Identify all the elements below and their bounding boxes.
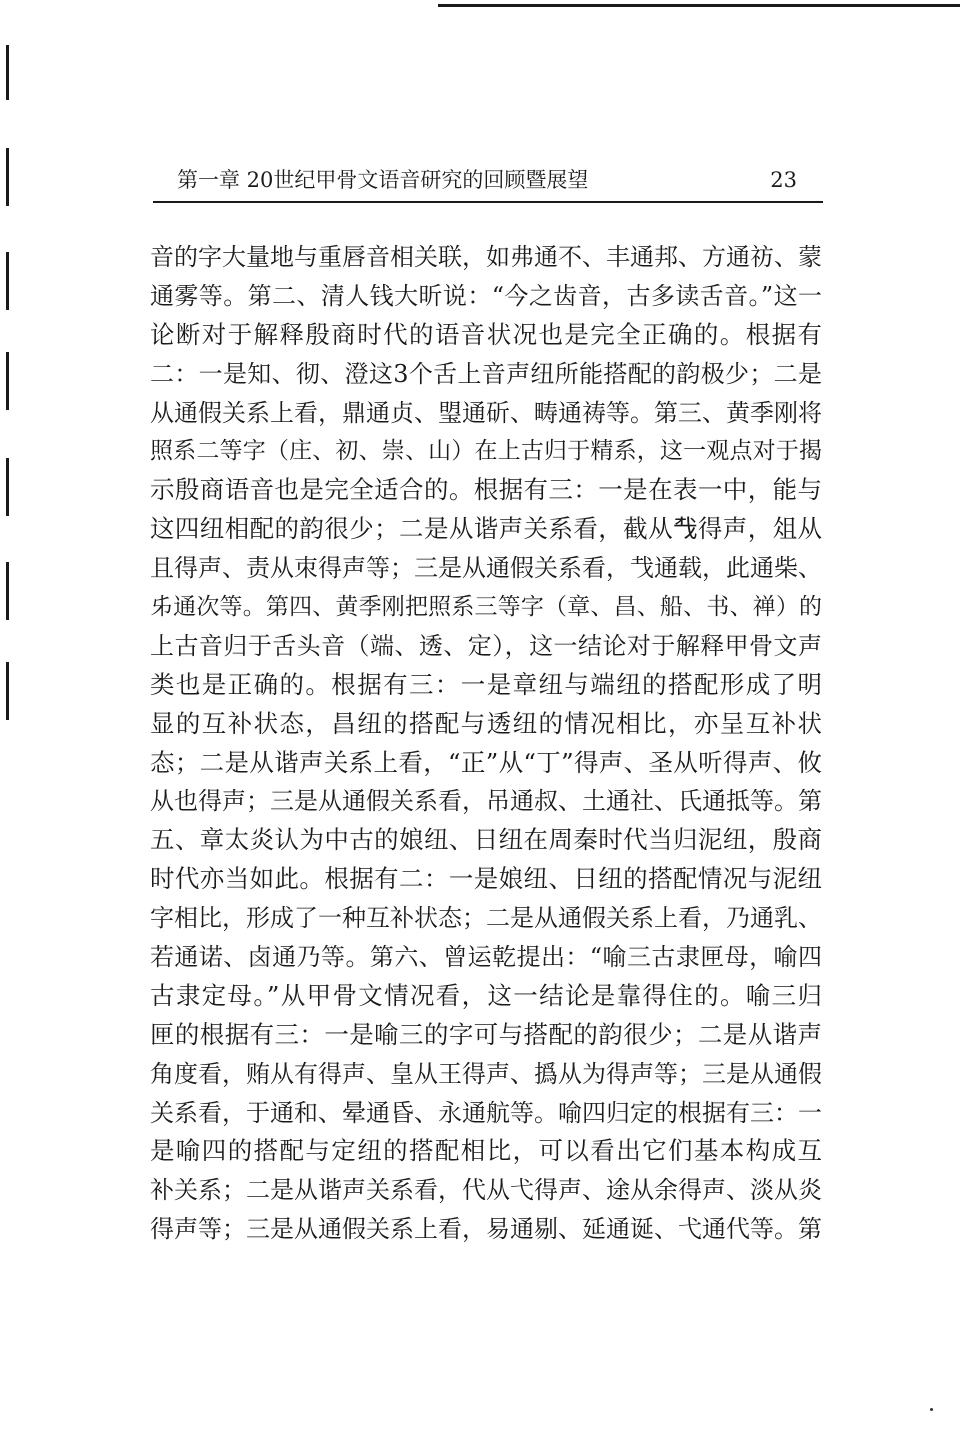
text-line: 匣的根据有三：一是喻三的字可与搭配的韵很少；二是从谐声 [150,1019,822,1049]
text-line: 从也得声；三是从通假关系看，吊通叔、土通社、氏通抵等。第 [150,787,822,816]
text-line: 照系二等字（庄、初、崇、山）在上古归于精系，这一观点对于揭 [150,438,822,465]
body-text [150,238,822,1249]
text-line: 二：一是知、彻、澄这3个舌上音声纽所能搭配的韵极少；二是 [150,359,822,388]
text-line: 态；二是从谐声关系上看，“正”从“丁”得声、圣从听得声、攸 [150,747,822,777]
running-head [155,162,823,198]
top-border-rule [438,4,960,7]
margin-mark [6,148,9,206]
margin-mark [6,458,9,516]
text-line: 且得声、责从朿得声等；三是从通假关系看，𢦏通载，此通柴、 [150,554,822,583]
margin-mark [6,662,9,720]
text-line: 从通假关系上看，鼎通贞、琞通斫、畴通祷等。第三、黄季刚将 [150,398,822,427]
text-line: 字相比，形成了一种互补状态；二是从通假关系上看，乃通乳、 [150,904,822,933]
text-line: 古隶定母。”从甲骨文情况看，这一结论是靠得住的。喻三归 [150,980,822,1010]
text-line: 音的字大量地与重唇音相关联，如弗通不、丰通邦、方通祊、蒙 [150,243,822,271]
text-line: 𠂔通次等。第四、黄季刚把照系三等字（章、昌、船、书、禅）的 [150,594,822,621]
margin-mark [6,252,9,310]
text-line: 是喻四的搭配与定纽的搭配相比，可以看出它们基本构成互 [150,1136,822,1166]
scan-speck [930,1408,933,1411]
text-line: 论断对于解释殷商时代的语音状况也是完全正确的。根据有 [150,319,822,349]
chapter-title: 第一章 20世纪甲骨文语音研究的回顾暨展望 [177,168,589,192]
text-line: 补关系；二是从谐声关系看，代从弋得声、途从余得声、淡从炎 [150,1176,822,1205]
margin-mark [6,562,9,620]
margin-mark [6,352,9,410]
text-line: 关系看，于通和、晕通昏、永通航等。喻四归定的根据有三：一 [150,1098,822,1127]
text-line: 示殷商语音也是完全适合的。根据有三：一是在表一中，能与 [150,475,822,505]
text-line: 这四纽相配的韵很少；二是从谐声关系看，截从𢦔得声，俎从 [150,514,822,544]
text-line: 通雾等。第二、清人钱大昕说：“今之齿音，古多读舌音。”这一 [150,281,822,310]
header-rule [153,201,823,203]
page-number: 23 [770,168,797,192]
text-line: 得声等；三是从通假关系上看，易通剔、延通诞、弋通代等。第 [150,1215,822,1244]
text-line: 若通诺、卤通乃等。第六、曾运乾提出：“喻三古隶匣母，喻四 [150,943,822,972]
text-line: 显的互补状态，昌纽的搭配与透纽的情况相比，亦呈互补状 [150,708,822,738]
text-line: 上古音归于舌头音（端、透、定），这一结论对于解释甲骨文声 [150,631,822,660]
margin-mark [6,45,9,100]
text-line: 五、章太炎认为中古的娘纽、日纽在周秦时代当归泥纽，殷商 [150,825,822,855]
text-line: 类也是正确的。根据有三：一是章纽与端纽的搭配形成了明 [150,669,822,699]
text-line: 角度看，贿从有得声、皇从王得声、撝从为得声等；三是从通假 [150,1059,822,1088]
text-line: 时代亦当如此。根据有二：一是娘纽、日纽的搭配情况与泥纽 [150,864,822,894]
